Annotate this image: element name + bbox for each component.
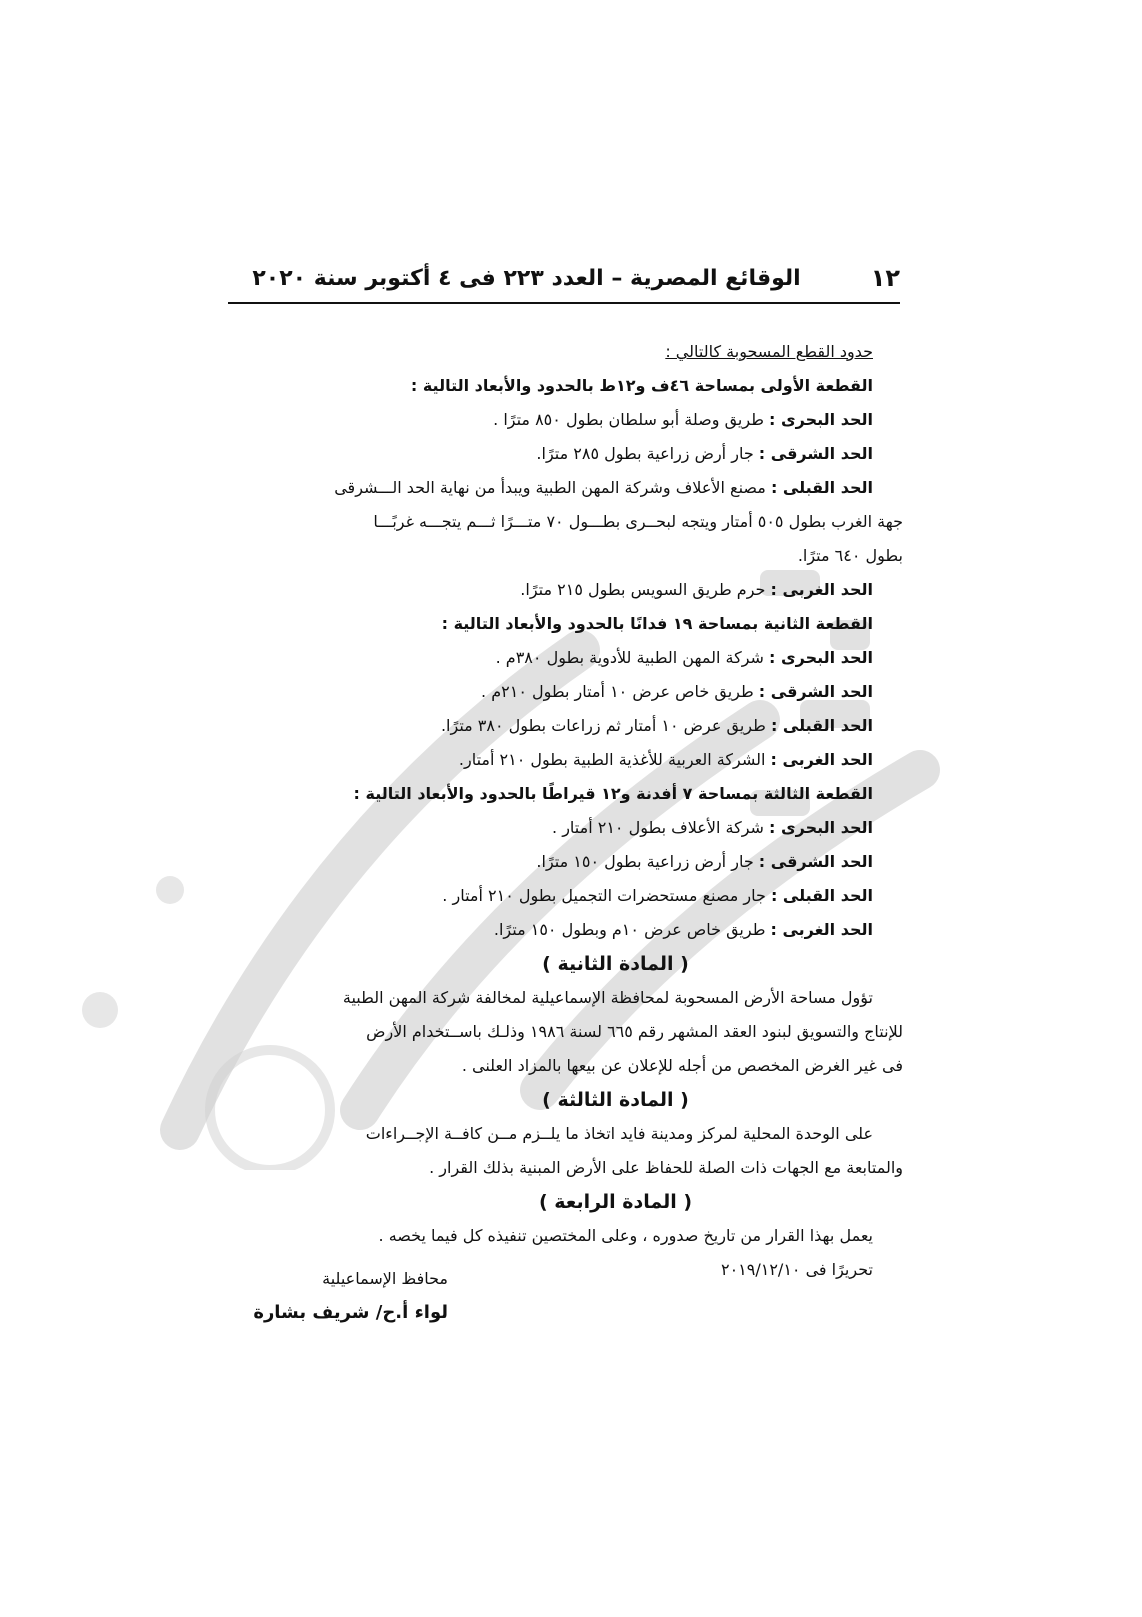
plot3-heading: القطعة الثالثة بمساحة ٧ أفدنة و١٢ قيراطًا بالحدود والأبعاد التالية : [353,784,873,803]
article4-title: ( المادة الرابعة ) [538,1191,693,1213]
article4-line1: يعمل بهذا القرار من تاريخ صدوره ، وعلى المختصين تنفيذه كل فيما يخصه . [378,1226,873,1245]
plot1-north-text: طريق وصلة أبو سلطان بطول ٨٥٠ مترًا . [493,410,770,429]
article2-line3: فى غير الغرض المخصص من أجله للإعلان عن بيعها بالمزاد العلنى . [461,1056,903,1075]
plot1-north-label: الحد البحرى : [769,410,873,429]
plot3-east-text: جار أرض زراعية بطول ١٥٠ مترًا. [536,852,759,871]
plot2-west-label: الحد الغربى : [770,750,873,769]
plot1-heading: القطعة الأولى بمساحة ٤٦ف و١٢ط بالحدود والأبعاد التالية : [410,376,873,395]
article2-title: ( المادة الثانية ) [542,953,689,975]
signatory-role: محافظ الإسماعيلية [322,1269,448,1288]
plot2-east-text: طريق خاص عرض ١٠ أمتار بطول ٢١٠م . [481,682,759,701]
plot1-west-label: الحد الغربى : [770,580,873,599]
plot1-south-label: الحد القبلى : [770,478,873,497]
plot1-west-text: حرم طريق السويس بطول ٢١٥ مترًا. [520,580,771,599]
document-body [218,335,903,1287]
plot2-south-label: الحد القبلى : [770,716,873,735]
plot3-north-text: شركة الأعلاف بطول ٢١٠ أمتار . [552,818,770,837]
article2-line1: تؤول مساحة الأرض المسحوبة لمحافظة الإسماعيلية لمخالفة شركة المهن الطبية [342,988,873,1007]
plot1-south-cont2: بطول ٦٤٠ مترًا. [797,546,903,565]
plot2-north-label: الحد البحرى : [769,648,873,667]
article3-title: ( المادة الثالثة ) [542,1089,689,1111]
signature-block [228,1262,448,1330]
article3-line2: والمتابعة مع الجهات ذات الصلة للحفاظ على الأرض المبنية بذلك القرار . [429,1158,903,1177]
intro-line: حدود القطع المسحوبة كالتالي : [665,342,873,361]
plot2-heading: القطعة الثانية بمساحة ١٩ فدانًا بالحدود والأبعاد التالية : [441,614,873,633]
plot2-north-text: شركة المهن الطبية للأدوية بطول ٣٨٠م . [495,648,770,667]
plot3-west-text: طريق خاص عرض ١٠م وبطول ١٥٠ مترًا. [493,920,771,939]
plot3-north-label: الحد البحرى : [769,818,873,837]
plot3-south-label: الحد القبلى : [770,886,873,905]
plot3-east-label: الحد الشرقى : [758,852,873,871]
plot3-west-label: الحد الغربى : [770,920,873,939]
signatory-name: لواء أ.ح/ شريف بشارة [253,1302,448,1323]
plot1-south-text: مصنع الأعلاف وشركة المهن الطبية ويبدأ من نهاية الحد الـــشرقى [334,478,771,497]
issue-date: تحريرًا فى ٢٠١٩/١٢/١٠ [720,1260,873,1279]
header-rule [228,302,900,304]
plot3-south-text: جار مصنع مستحضرات التجميل بطول ٢١٠ أمتار . [442,886,771,905]
plot2-west-text: الشركة العربية للأغذية الطبية بطول ٢١٠ أمتار. [458,750,771,769]
page-number: ١٢ [870,264,900,292]
plot1-east-text: جار أرض زراعية بطول ٢٨٥ مترًا. [536,444,759,463]
article2-line2: للإنتاج والتسويق لبنود العقد المشهر رقم ٦٦٥ لسنة ١٩٨٦ وذلـك باســتخدام الأرض [366,1022,903,1041]
plot1-south-cont1: جهة الغرب بطول ٥٠٥ أمتار ويتجه لبحــرى بطـــول ٧٠ متـــرًا ثـــم يتجـــه غربًـــا [373,512,903,531]
page-header [228,258,900,298]
article3-line1: على الوحدة المحلية لمركز ومدينة فايد اتخاذ ما يلــزم مــن كافــة الإجــراءات [365,1124,873,1143]
gazette-title: الوقائع المصرية – العدد ٢٢٣ فى ٤ أكتوبر سنة ٢٠٢٠ [252,265,801,291]
plot1-east-label: الحد الشرقى : [758,444,873,463]
plot2-south-text: طريق عرض ١٠ أمتار ثم زراعات بطول ٣٨٠ مترًا. [440,716,771,735]
plot2-east-label: الحد الشرقى : [758,682,873,701]
